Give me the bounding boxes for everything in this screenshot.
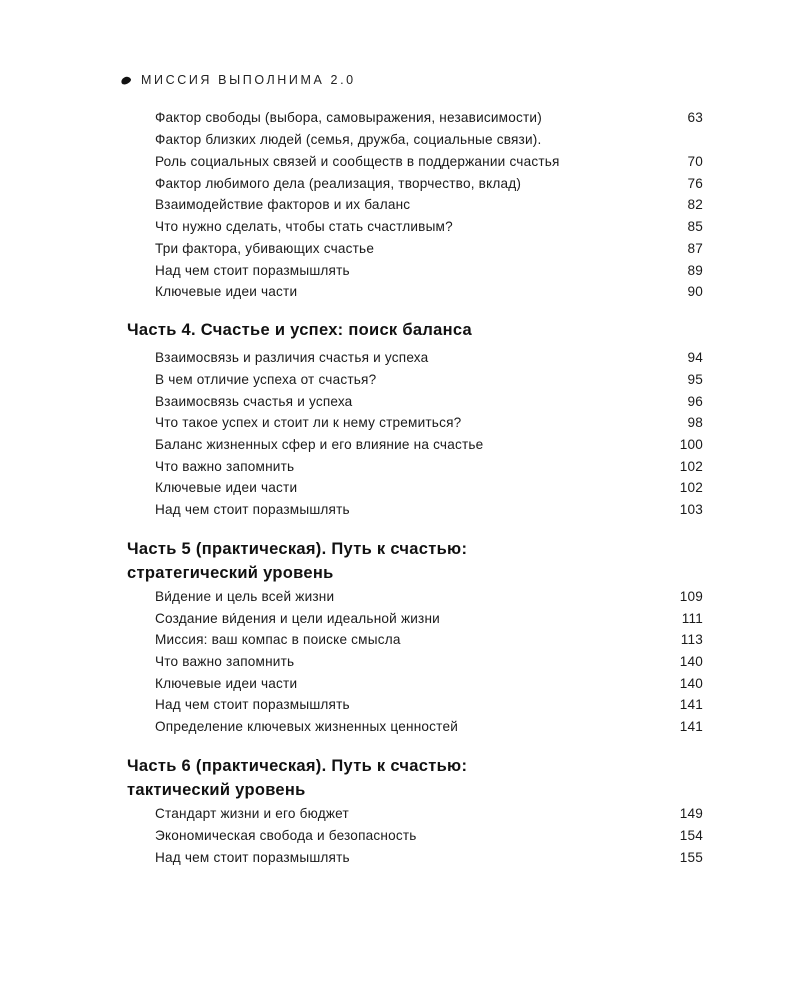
- toc-entry-page: 100: [679, 437, 703, 452]
- toc-entry-page: 87: [687, 241, 703, 256]
- toc-entry-title: Над чем стоит поразмышлять: [155, 502, 350, 517]
- toc-entry: [155, 283, 703, 301]
- toc-entry-page: 140: [679, 654, 703, 669]
- toc-entry-title: Фактор любимого дела (реализация, творчество, вклад): [155, 176, 522, 191]
- toc-entry-page: 113: [680, 632, 703, 647]
- toc-entry-page: 141: [679, 697, 703, 712]
- toc-entry-page: 70: [687, 154, 703, 169]
- toc-entry-page: 89: [687, 263, 703, 278]
- toc-entry-page: 140: [679, 676, 703, 691]
- toc-entry: [155, 479, 703, 497]
- toc-entry-page: 94: [687, 350, 703, 365]
- toc-entry-title: Три фактора, убивающих счастье: [155, 241, 375, 256]
- toc-entry-page: 149: [679, 806, 703, 821]
- toc-entry-page: 155: [679, 850, 703, 865]
- toc-entry-title: Что важно запомнить: [155, 459, 295, 474]
- toc-entry: [155, 588, 703, 606]
- toc-entry-title: Над чем стоит поразмышлять: [155, 263, 350, 278]
- toc-entry: [155, 501, 703, 519]
- toc-entry-page: 82: [687, 197, 703, 212]
- toc-entry-page: 98: [687, 415, 703, 430]
- running-head-text: МИССИЯ ВЫПОЛНИМА 2.0: [141, 73, 356, 87]
- part-6-title-line1: Часть 6 (практическая). Путь к счастью:: [127, 757, 468, 775]
- part-5-title-line1: Часть 5 (практическая). Путь к счастью:: [127, 540, 468, 558]
- toc-entry-page: 76: [687, 176, 703, 191]
- toc-entry: [155, 718, 703, 736]
- toc-entry-page: 63: [687, 110, 703, 125]
- toc-entry-title: Создание ви́дения и цели идеальной жизни: [155, 611, 440, 626]
- toc-entry-title: Экономическая свобода и безопасность: [155, 828, 417, 843]
- toc-entry-title: Миссия: ваш компас в поиске смысла: [155, 632, 401, 647]
- toc-entry-page: 111: [681, 611, 703, 626]
- toc-entry: [155, 240, 703, 258]
- toc-entry: [155, 696, 703, 714]
- toc-entry-page: 90: [687, 284, 703, 299]
- toc-entry: [155, 153, 703, 171]
- toc-entry: [155, 458, 703, 476]
- toc-entry-page: 96: [687, 394, 703, 409]
- toc-entry-page: 109: [679, 589, 703, 604]
- toc-entry-title: Взаимодействие факторов и их баланс: [155, 197, 411, 212]
- leaf-bullet-icon: [120, 75, 132, 86]
- toc-entry-title: Ключевые идеи части: [155, 480, 298, 495]
- toc-entry-title: Фактор свободы (выбора, самовыражения, независимости): [155, 110, 542, 125]
- toc-entry-page: 85: [687, 219, 703, 234]
- toc-entry: [155, 631, 703, 649]
- part-6-title-line2: тактический уровень: [127, 781, 306, 799]
- toc-entry-page: 154: [679, 828, 703, 843]
- toc-entry-title: Ключевые идеи части: [155, 676, 298, 691]
- toc-entry: [155, 196, 703, 214]
- toc-entry: [155, 371, 703, 389]
- toc-entry-title: Над чем стоит поразмышлять: [155, 697, 350, 712]
- toc-entry-title: Ключевые идеи части: [155, 284, 298, 299]
- toc-entry: [155, 849, 703, 867]
- part-4-title: Часть 4. Счастье и успех: поиск баланса: [127, 321, 473, 339]
- part-5-title-line2: стратегический уровень: [127, 564, 334, 582]
- running-head: [121, 73, 356, 87]
- toc-entry-title: Ви́дение и цель всей жизни: [155, 589, 335, 604]
- toc-entry: [155, 610, 703, 628]
- toc-entry-title: Что важно запомнить: [155, 654, 295, 669]
- toc-entry: [155, 218, 703, 236]
- toc-entry-title: Что нужно сделать, чтобы стать счастливым?: [155, 219, 453, 234]
- toc-entry-title: Стандарт жизни и его бюджет: [155, 806, 349, 821]
- toc-entry-page: 102: [679, 480, 703, 495]
- toc-entry-page: 141: [679, 719, 703, 734]
- toc-entry: [155, 805, 703, 823]
- toc-entry: [155, 675, 703, 693]
- toc-entry-title: Взаимосвязь счастья и успеха: [155, 394, 353, 409]
- toc-entry: [155, 349, 703, 367]
- toc-entry: [155, 262, 703, 280]
- toc-entry: [155, 414, 703, 432]
- toc-entry: [155, 393, 703, 411]
- toc-entry-title: Над чем стоит поразмышлять: [155, 850, 350, 865]
- toc-entry-title: Определение ключевых жизненных ценностей: [155, 719, 458, 734]
- toc-entry: [155, 653, 703, 671]
- toc-entry: [155, 109, 703, 127]
- toc-entry-title: Фактор близких людей (семья, дружба, социальные связи).: [155, 132, 542, 147]
- toc-entry: [155, 131, 703, 149]
- toc-entry-title: Баланс жизненных сфер и его влияние на счастье: [155, 437, 484, 452]
- toc-entry-page: 103: [679, 502, 703, 517]
- toc-entry-title: Роль социальных связей и сообществ в поддержании счастья: [155, 154, 560, 169]
- toc-entry: [155, 827, 703, 845]
- toc-entry-title: Что такое успех и стоит ли к нему стремиться?: [155, 415, 462, 430]
- part-5-title: [127, 537, 687, 585]
- toc-entry: [155, 436, 703, 454]
- toc-entry-title: Взаимосвязь и различия счастья и успеха: [155, 350, 429, 365]
- toc-entry-page: 102: [679, 459, 703, 474]
- toc-entry-title: В чем отличие успеха от счастья?: [155, 372, 377, 387]
- toc-entry: [155, 175, 703, 193]
- toc-entry-page: 95: [687, 372, 703, 387]
- part-6-title: [127, 754, 687, 802]
